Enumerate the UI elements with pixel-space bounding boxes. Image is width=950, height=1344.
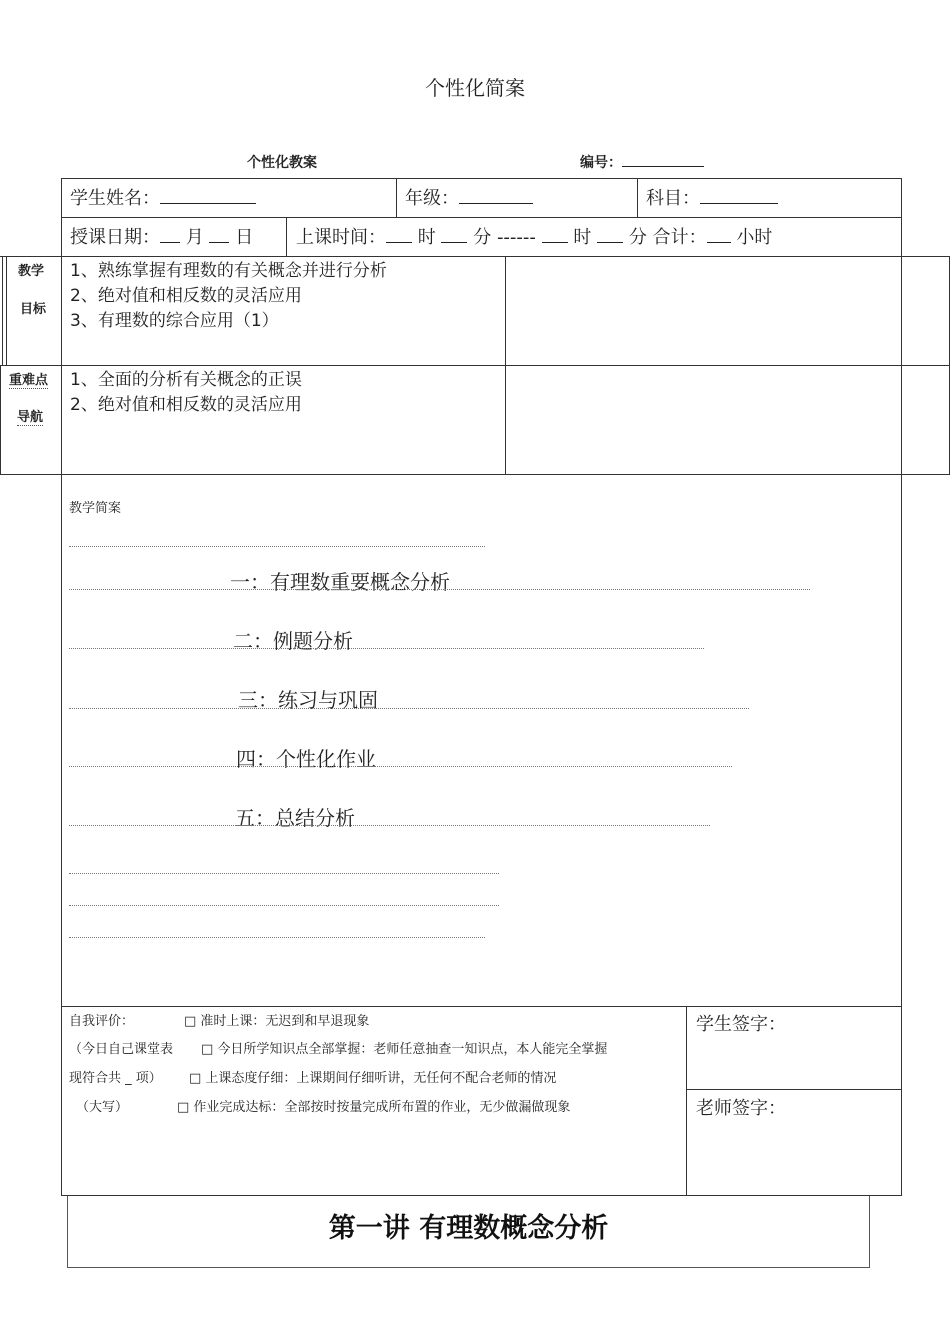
time-dash: ------ [496, 227, 536, 248]
outer-left-border [0, 365, 1, 474]
col-divider [505, 256, 506, 474]
sign-divider [686, 1089, 902, 1090]
keypoint-item-2: 2、绝对值和相反数的灵活应用 [70, 395, 302, 415]
goal-item-3: 3、有理数的综合应用（1） [70, 311, 279, 331]
dotted-line [69, 546, 485, 547]
dotted-line [69, 589, 810, 590]
grade-field[interactable] [459, 189, 533, 204]
col-divider [396, 178, 397, 217]
student-name-label: 学生姓名： [70, 188, 160, 209]
number-label-text: 编号： [580, 155, 622, 171]
eval-check-1[interactable]: □ 准时上课：无迟到和早退现象 [184, 1014, 370, 1029]
date-cell [70, 223, 253, 249]
end-hour-field[interactable] [542, 228, 568, 243]
eval-left-4: （大写） [76, 1100, 129, 1115]
col-divider [286, 217, 287, 256]
dotted-line [69, 648, 704, 649]
start-minute-field[interactable] [441, 228, 467, 243]
student-name-cell [70, 184, 256, 210]
table-border-right [901, 178, 902, 1195]
dotted-line [69, 905, 499, 906]
grade-cell [405, 184, 533, 210]
keypoints-list [70, 368, 302, 418]
minute2-label: 分 [628, 227, 647, 248]
month-label: 月 [185, 227, 204, 248]
minute-label: 分 [473, 227, 492, 248]
grade-label: 年级： [405, 188, 459, 209]
row-divider [0, 474, 950, 475]
teacher-signature-label: 老师签字： [696, 1098, 786, 1119]
plan-section-4: 四：个性化作业 [236, 747, 376, 771]
plan-section-3: 三：练习与巩固 [238, 688, 378, 712]
row-divider [0, 365, 950, 366]
goals-list [70, 259, 387, 334]
total-hours-field[interactable] [707, 228, 731, 243]
time-cell [296, 223, 772, 249]
dotted-line [69, 873, 499, 874]
goals-label-1: 教学 [18, 264, 45, 279]
month-field[interactable] [160, 228, 180, 243]
dotted-line [69, 766, 732, 767]
keypoint-item-1: 1、全面的分析有关概念的正误 [70, 370, 302, 390]
time-label: 上课时间： [296, 227, 386, 248]
row-divider [61, 217, 902, 218]
lecture-title-box [67, 1196, 870, 1268]
outer-left-border [2, 256, 3, 365]
hour-label: 时 [417, 227, 436, 248]
col-divider [637, 178, 638, 217]
eval-check-2[interactable]: □ 今日所学知识点全部掌握：老师任意抽查一知识点，本人能完全掌握 [201, 1042, 608, 1057]
subject-field[interactable] [700, 189, 778, 204]
hour2-label: 时 [573, 227, 592, 248]
row-divider [0, 256, 950, 257]
plan-section-1: 一：有理数重要概念分析 [230, 570, 450, 594]
plan-section-2: 二：例题分析 [233, 629, 353, 653]
table-border-top [61, 178, 902, 179]
hours-unit: 小时 [736, 227, 773, 248]
goal-item-1: 1、熟练掌握有理数的有关概念并进行分析 [70, 261, 387, 281]
number-label [580, 152, 704, 172]
table-border-left [61, 178, 62, 1195]
lecture-title: 第一讲 有理数概念分析 [328, 1213, 609, 1244]
keypoints-label-2: 导航 [17, 406, 43, 426]
page-title: 个性化简案 [425, 76, 525, 100]
student-name-field[interactable] [160, 189, 256, 204]
eval-check-4[interactable]: □ 作业完成达标：全部按时按量完成所布置的作业，无少做漏做现象 [177, 1100, 571, 1115]
eval-left-3: 现符合共 _ 项） [69, 1071, 162, 1086]
day-label: 日 [235, 227, 254, 248]
date-label: 授课日期： [70, 227, 160, 248]
dotted-line [69, 825, 710, 826]
student-signature-label: 学生签字： [696, 1014, 786, 1035]
subject-label: 科目： [646, 188, 700, 209]
outer-left-border [6, 256, 7, 365]
goal-item-2: 2、绝对值和相反数的灵活应用 [70, 286, 302, 306]
eval-check-3[interactable]: □ 上课态度仔细：上课期间仔细听讲，无任何不配合老师的情况 [189, 1071, 557, 1086]
eval-left-2: （今日自己课堂表 [69, 1042, 174, 1057]
dotted-line [69, 937, 485, 938]
subject-cell [646, 184, 778, 210]
day-field[interactable] [209, 228, 229, 243]
form-title: 个性化教案 [247, 155, 317, 171]
total-label: 合计： [652, 227, 707, 248]
col-divider [686, 1006, 687, 1195]
end-minute-field[interactable] [597, 228, 623, 243]
dotted-line [69, 708, 749, 709]
row-divider [61, 1006, 902, 1007]
start-hour-field[interactable] [386, 228, 412, 243]
keypoints-label-1: 重难点 [9, 369, 48, 389]
number-field[interactable] [622, 152, 704, 167]
goals-label-2: 目标 [20, 302, 47, 317]
plan-section-5: 五：总结分析 [235, 806, 355, 830]
eval-left-1: 自我评价： [69, 1014, 135, 1029]
plan-label: 教学简案 [69, 501, 122, 516]
